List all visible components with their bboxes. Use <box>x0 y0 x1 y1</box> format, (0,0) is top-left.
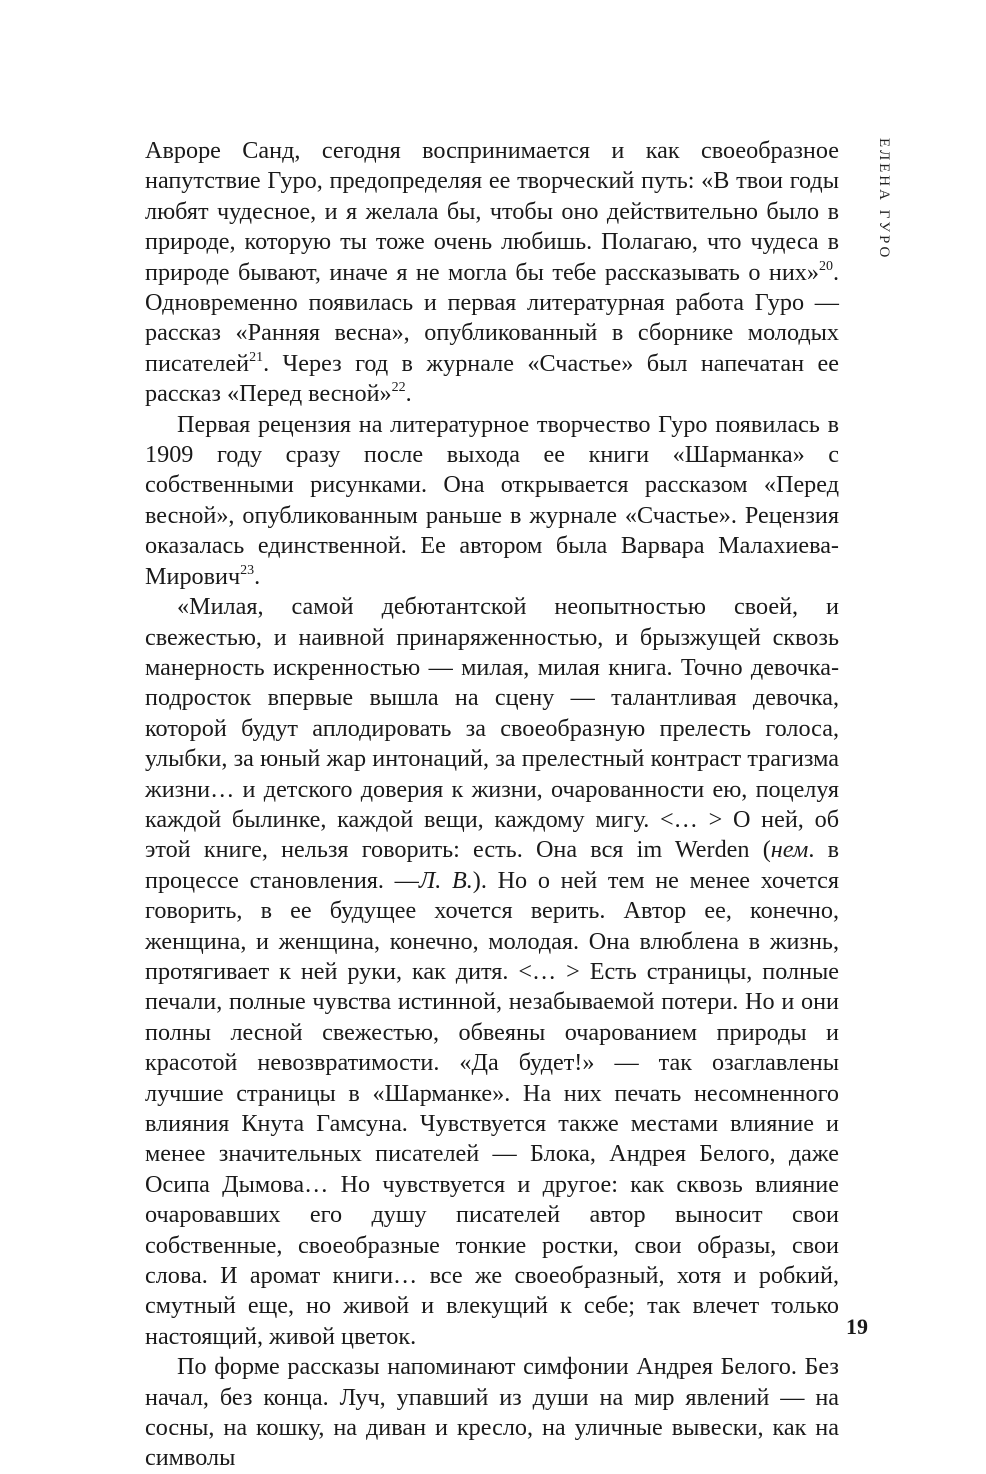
paragraph-3 <box>145 592 839 1352</box>
text-run: ). Но о ней тем не менее хочется говорить, в ее будущее хочется верить. Автор ее, конечно, женщина, и женщина, конечно, молодая. Она влюблена в жизнь, протягивает к ней руки, как дитя. <… > Есть страницы, полные печали, полные чувства истинной, незабываемой потери. Но и они полны лесной свежестью, обвеяны очарованием природы и красотой невозвратимости. «Да будет!» — так озаглавлены лучшие страницы в «Шарманке». На них печать несомненного влияния Кнута Гамсуна. Чувствуется также местами влияние и менее значительных писателей — Блока, Андрея Белого, даже Осипа Дымова… Но чувствуется и другое: как сквозь влияние очаровавших его душу писателей автор выносит свои собственные, своеобразные тонкие ростки, свои образы, свои слова. И аромат книги… все же своеобразный, хотя и робкий, смутный еще, но живой и влекущий к себе; так влечет только настоящий, живой цветок. <box>145 866 839 1350</box>
footnote-ref: 20 <box>818 258 833 274</box>
text-run: Авроре Санд, сегодня воспринимается и как своеобразное напутствие Гуро, предопределяя ее творческий путь: «В твои годы любят чудесное, и я желала бы, чтобы оно действительно было в природе, которую ты тоже очень любишь. Полагаю, что чудеса в природе бывают, иначе я не могла бы тебе рассказывать о них» <box>145 137 839 286</box>
text-run: . в процессе становления. — <box>145 836 840 894</box>
text-run: Первая рецензия на литературное творчество Гуро появилась в 1909 году сразу после выхода ее книги «Шарманка» с собственными рисунками. Она открывается рассказом «Перед весной», опубликованным раньше в журнале «Счастье». Рецензия оказалась единственной. Ее автором была Варвара Малахиева-Мирович <box>145 410 839 590</box>
text-run: . Одновременно появилась и первая литературная работа Гуро — рассказ «Ранняя весна», опубликованный в сборнике молодых писателей <box>145 258 839 377</box>
body-text <box>145 136 839 1474</box>
paragraph-4 <box>145 1352 839 1474</box>
page-number: 19 <box>846 1314 868 1339</box>
italic-text: нем <box>770 836 809 864</box>
paragraph-1 <box>145 136 839 410</box>
text-run: По форме рассказы напоминают симфонии Андрея Белого. Без начал, без конца. Луч, упавший из души на мир явлений — на сосны, на кошку, на диван и кресло, на уличные вывески, как на символы <box>145 1353 839 1472</box>
running-head: ЕЛЕНА ГУРО <box>876 138 892 261</box>
footnote-ref: 22 <box>391 380 406 396</box>
text-run: . <box>254 562 261 590</box>
text-run: . Через год в журнале «Счастье» был напечатан ее рассказ «Перед весной» <box>145 349 839 408</box>
text-run: . <box>405 380 412 408</box>
footnote-ref: 23 <box>240 562 255 578</box>
paragraph-2 <box>145 410 839 592</box>
text-run: «Милая, самой дебютантской неопытностью своей, и свежестью, и наивной принаряженностью, и брызжущей сквозь манерность искренностью — милая, милая книга. Точно девочка-подросток впервые вышла на сцену — талантливая девочка, которой будут аплодировать за своеобразную прелесть голоса, улыбки, за юный жар интонаций, за прелестный контраст трагизма жизни… и детского доверия к жизни, очарованности ею, поцелуя каждой былинке, каждой вещи, каждому мигу. <… > О ней, об этой книге, нельзя говорить: есть. Она вся im Werden ( <box>145 593 839 864</box>
italic-text: Л. В. <box>418 866 473 894</box>
footnote-ref: 21 <box>249 349 264 365</box>
